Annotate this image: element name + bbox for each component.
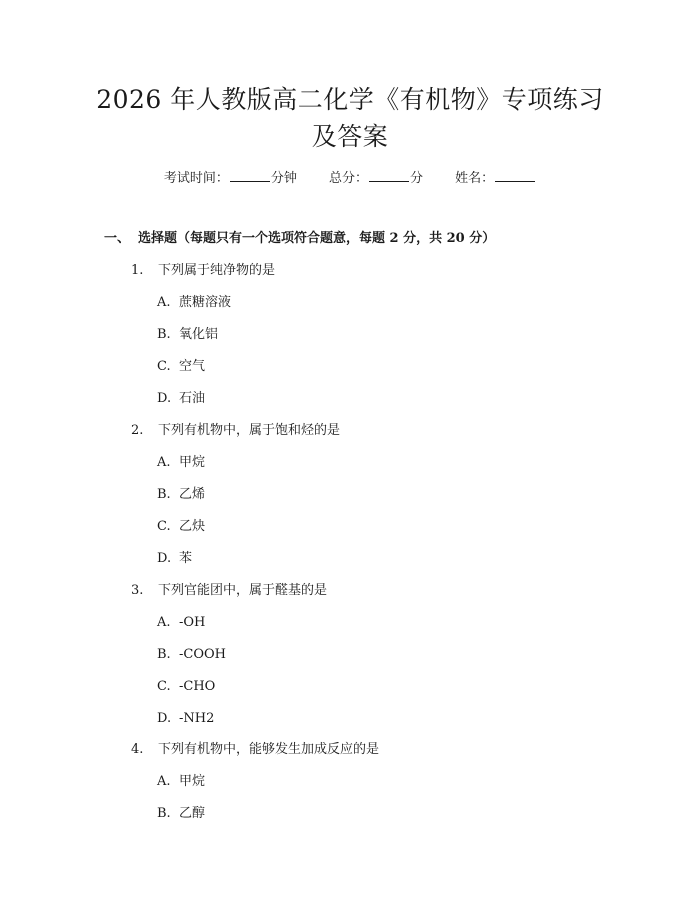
name-label: 姓名： <box>455 171 495 186</box>
page-title-line-2: 及答案 <box>311 122 389 151</box>
option-text: 空气 <box>179 359 206 374</box>
question-text: 下列官能团中，属于醛基的是 <box>158 583 328 598</box>
section-title: 选择题（每题只有一个选项符合题意，每题 2 分，共 20 分） <box>138 231 496 246</box>
question-number: 2. <box>131 423 144 438</box>
time-unit: 分钟 <box>270 171 297 186</box>
answer-option <box>157 613 205 633</box>
option-letter: B. <box>157 647 171 662</box>
question <box>131 421 340 441</box>
option-letter: A. <box>157 455 171 470</box>
question-text: 下列有机物中，能够发生加成反应的是 <box>158 742 380 757</box>
question-text: 下列属于纯净物的是 <box>158 263 276 278</box>
option-letter: D. <box>157 711 172 726</box>
option-text: 乙烯 <box>179 487 206 502</box>
option-text: 甲烷 <box>179 774 206 789</box>
time-label: 考试时间： <box>163 171 229 186</box>
answer-option <box>157 645 226 665</box>
section-number: 一、 <box>104 231 131 246</box>
option-text: 氧化铝 <box>179 327 219 342</box>
score-unit: 分 <box>410 171 424 186</box>
answer-option <box>157 357 205 377</box>
question-number: 4. <box>131 742 144 757</box>
option-letter: C. <box>157 359 171 374</box>
exam-meta <box>0 168 700 189</box>
option-text: -OH <box>179 615 206 630</box>
option-text: 蔗糖溶液 <box>179 295 232 310</box>
option-text: 乙炔 <box>179 519 206 534</box>
option-text: -CHO <box>179 679 216 694</box>
name-blank <box>495 168 535 182</box>
option-text: 石油 <box>179 391 206 406</box>
answer-option <box>157 453 205 473</box>
exam-score <box>329 168 423 189</box>
option-text: 苯 <box>179 551 193 566</box>
question-number: 3. <box>131 583 144 598</box>
page-title-line-1: 2026 年人教版高二化学《有机物》专项练习 <box>96 85 604 114</box>
score-blank <box>369 168 409 182</box>
score-label: 总分： <box>328 171 368 186</box>
option-letter: C. <box>157 679 171 694</box>
answer-option <box>157 485 205 505</box>
question <box>131 740 379 760</box>
answer-option <box>157 293 231 313</box>
time-blank <box>230 168 270 182</box>
answer-option <box>157 549 192 569</box>
option-letter: D. <box>157 391 172 406</box>
answer-option <box>157 517 205 537</box>
question-text: 下列有机物中，属于饱和烃的是 <box>158 423 341 438</box>
exam-time <box>164 168 297 189</box>
question <box>131 581 327 601</box>
option-letter: A. <box>157 615 171 630</box>
question <box>131 261 275 281</box>
option-letter: A. <box>157 295 171 310</box>
option-letter: B. <box>157 487 171 502</box>
option-letter: B. <box>157 806 171 821</box>
option-letter: D. <box>157 551 172 566</box>
answer-option <box>157 709 214 729</box>
exam-name <box>455 168 536 189</box>
option-text: -NH2 <box>179 711 215 726</box>
option-text: 甲烷 <box>179 455 206 470</box>
answer-option <box>157 677 215 697</box>
option-letter: C. <box>157 519 171 534</box>
option-letter: B. <box>157 327 171 342</box>
answer-option <box>157 325 218 345</box>
option-letter: A. <box>157 774 171 789</box>
question-number: 1. <box>131 263 144 278</box>
option-text: -COOH <box>179 647 226 662</box>
answer-option <box>157 772 205 792</box>
answer-option <box>157 389 205 409</box>
section-heading <box>104 229 495 249</box>
answer-option <box>157 804 205 824</box>
option-text: 乙醇 <box>179 806 206 821</box>
